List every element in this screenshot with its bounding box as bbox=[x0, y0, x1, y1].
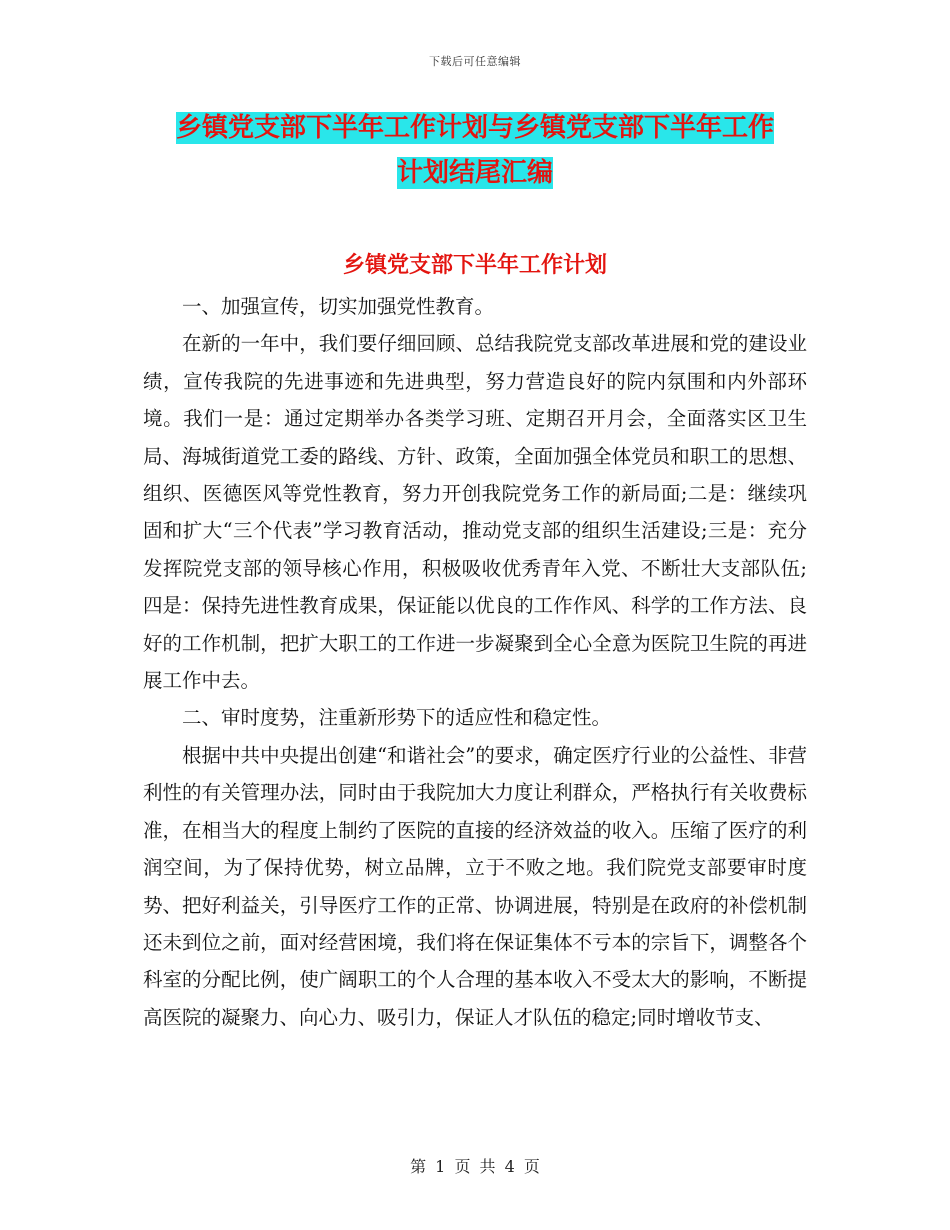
header-note: 下载后可任意编辑 bbox=[429, 55, 521, 68]
page-footer: 第 1 页 共 4 页 bbox=[410, 1157, 540, 1176]
title-highlight-1: 乡镇党支部下半年工作计划与乡镇党支部下半年工作 bbox=[175, 113, 774, 143]
section-title: 乡镇党支部下半年工作计划 bbox=[342, 253, 607, 278]
document-title-line-1 bbox=[0, 106, 950, 151]
paragraph: 在新的一年中，我们要仔细回顾、总结我院党支部改革进展和党的建设业绩，宣传我院的先进事迹和先进典型，努力营造良好的院内氛围和内外部环境。我们一是：通过定期举办各类学习班、定期召开月会，全面落实区卫生局、海城街道党工委的路线、方针、政策，全面加强全体党员和职工的思想、组织、医德医风等党性教育，努力开创我院党务工作的新局面;二是：继续巩固和扩大“三个代表”学习教育活动，推动党支部的组织生活建设;三是：充分发挥院党支部的领导核心作用，积极吸收优秀青年入党、不断壮大支部队伍;四是：保持先进性教育成果，保证能以优良的工作作风、科学的工作方法、良好的工作机制，把扩大职工的工作进一步凝聚到全心全意为医院卫生院的再进展工作中去。 bbox=[143, 332, 807, 693]
document-title bbox=[0, 106, 950, 196]
document-title-line-2 bbox=[0, 151, 950, 196]
title-highlight-2: 计划结尾汇编 bbox=[396, 158, 553, 188]
paragraph-heading-1: 一、加强宣传，切实加强党性教育。 bbox=[182, 295, 495, 318]
body-text bbox=[143, 288, 807, 1036]
paragraph: 根据中共中央提出创建“和谐社会”的要求，确定医疗行业的公益性、非营利性的有关管理办法，同时由于我院加大力度让利群众，严格执行有关收费标准，在相当大的程度上制约了医院的直接的经济效益的收入。压缩了医疗的利润空间，为了保持优势，树立品牌，立于不败之地。我们院党支部要审时度势、把好利益关，引导医疗工作的正常、协调进展，特别是在政府的补偿机制还未到位之前，面对经营困境，我们将在保证集体不亏本的宗旨下，调整各个科室的分配比例，使广阔职工的个人合理的基本收入不受太大的影响，不断提高医院的凝聚力、向心力、吸引力，保证人才队伍的稳定;同时增收节支、 bbox=[143, 743, 807, 1029]
paragraph-heading-2: 二、审时度势，注重新形势下的适应性和稳定性。 bbox=[182, 706, 612, 730]
